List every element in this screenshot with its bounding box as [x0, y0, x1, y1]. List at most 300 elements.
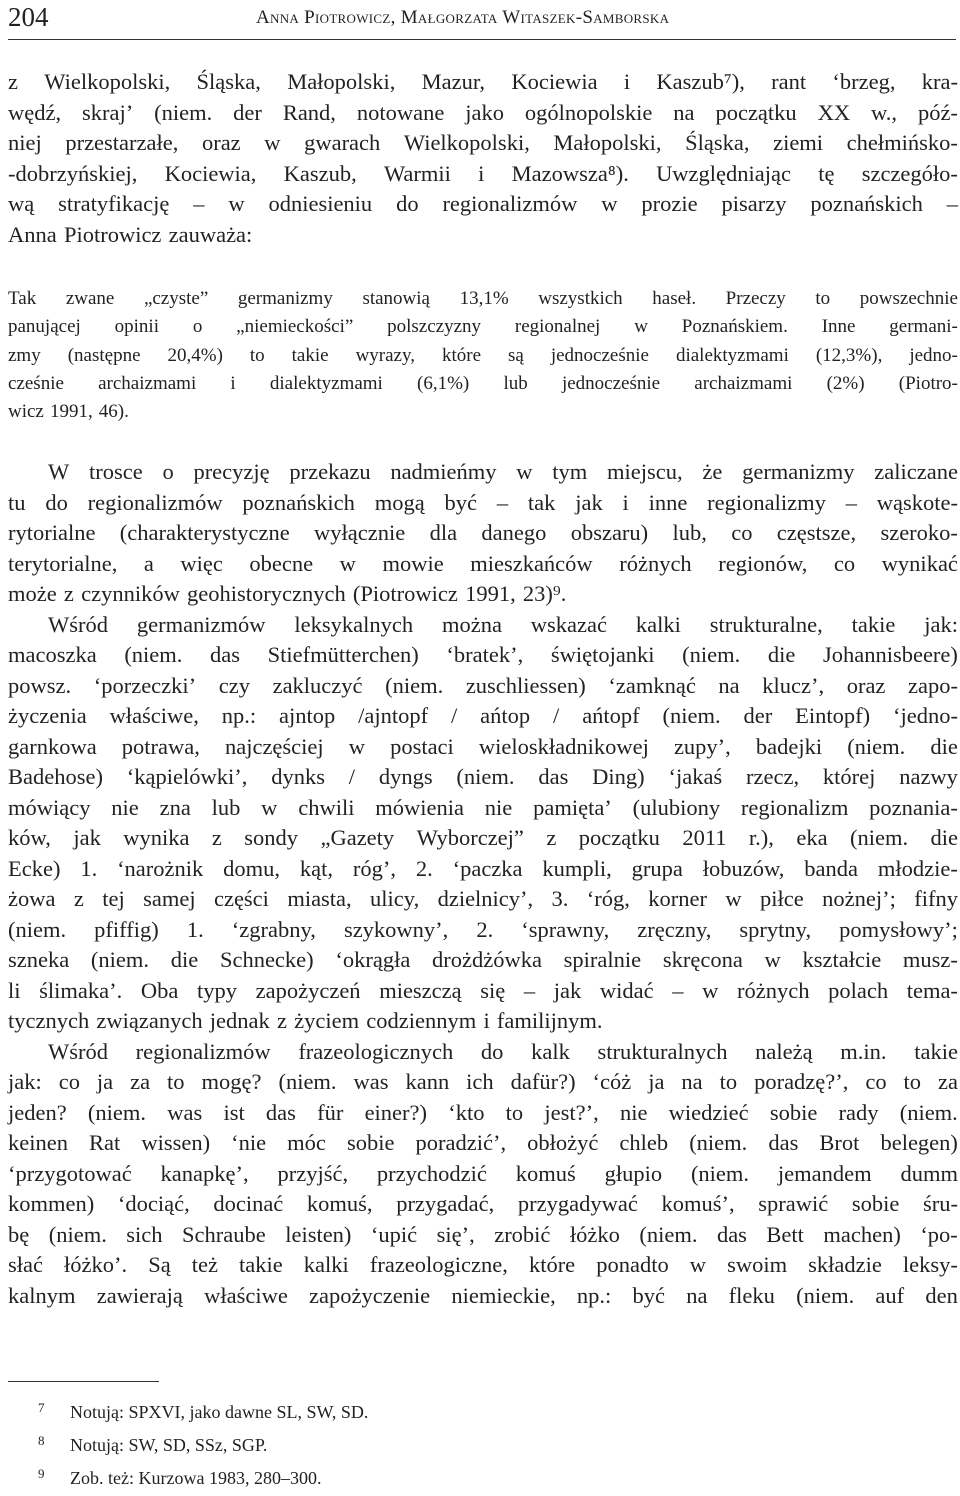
word: nie [111, 794, 139, 820]
word: składzie [808, 1252, 882, 1277]
word: lub, [672, 520, 707, 545]
word: mieszkańców [470, 550, 593, 576]
footnote-number: 8 [38, 1433, 45, 1448]
word: rzecz, [746, 764, 800, 789]
word: (niem. [456, 764, 515, 789]
word: polszczyzny [387, 316, 482, 338]
word: życzenia [8, 703, 87, 728]
word: Stiefmütterchen) [267, 642, 419, 667]
text-line [8, 762, 958, 793]
word: i [622, 489, 629, 515]
footnote-divider [8, 1381, 159, 1382]
word: przyjść, [277, 1160, 349, 1186]
word: a [143, 550, 154, 576]
word: dzielnicy’, [437, 886, 534, 911]
text-line [8, 189, 958, 220]
word: ‘przygotować [8, 1160, 132, 1186]
word: strukturalne, [709, 611, 823, 637]
word: nie [484, 794, 513, 820]
word: ajntop [279, 703, 336, 728]
word: stratyfikację [58, 191, 170, 216]
footnote [8, 1429, 368, 1462]
word: Rat [89, 1130, 121, 1155]
word: Mazur, [421, 69, 486, 94]
word: archaizmami [694, 372, 793, 394]
word: na [686, 1282, 708, 1308]
word: w [348, 733, 365, 759]
word: żowa [8, 886, 56, 911]
text-line [8, 732, 958, 763]
word: zapożyczenie [309, 1282, 431, 1308]
word: życiem [294, 1008, 360, 1033]
word: Oba [140, 977, 179, 1003]
text-line [8, 398, 958, 426]
word: Małopolski, [287, 69, 396, 94]
word: Kaszub⁷), [656, 69, 745, 94]
word: miejscu, [607, 459, 683, 484]
word: regionalnej [514, 316, 601, 338]
word: trosce [88, 459, 143, 484]
word: (następne [67, 344, 141, 366]
text-line [8, 128, 958, 159]
word: poradzę?’, [754, 1069, 849, 1094]
footnote-text: Zob. też: Kurzowa 1983, 280–300. [70, 1468, 322, 1488]
word: kalki [303, 1252, 349, 1277]
word: drożdżówka [432, 947, 542, 972]
word: Poznańskiem. [681, 316, 788, 338]
word: poznańskich [242, 489, 355, 515]
word: takie [239, 1252, 283, 1277]
word: dafür?) [510, 1069, 576, 1094]
word: 2011 [682, 825, 727, 850]
word: łóżko [569, 1221, 620, 1247]
word: jak [73, 825, 101, 850]
word: kalki [635, 611, 681, 637]
text-line [8, 884, 958, 915]
page-number: 204 [8, 2, 49, 32]
word: tycznych [8, 1008, 90, 1033]
word: sich [126, 1221, 163, 1247]
word: (niem. [899, 1099, 958, 1125]
word: wskazać [530, 611, 607, 637]
word: powsz. [8, 672, 72, 698]
word: belegen) [880, 1130, 958, 1155]
word: zaliczane [874, 459, 958, 484]
text-line [8, 1220, 958, 1251]
word: oraz [201, 130, 241, 155]
text-line [8, 370, 958, 398]
word: Wśród [48, 1038, 108, 1064]
word: że [702, 459, 723, 484]
word: w [725, 886, 742, 911]
word: korner [648, 886, 708, 911]
word: zna [159, 794, 191, 820]
word: m.in. [840, 1038, 887, 1064]
word: frazeologicznych [298, 1038, 454, 1064]
word: na [681, 1069, 703, 1094]
word: wieloskładnikowej [478, 733, 649, 759]
word: Ecke) [8, 855, 61, 881]
word: zuschliessen) [465, 672, 586, 698]
word: więc [180, 550, 223, 576]
word: które [442, 344, 482, 366]
word: sprytny, [739, 916, 812, 942]
word: (niem. [124, 642, 183, 667]
word: nożnej’; [822, 886, 896, 911]
text-line [8, 67, 958, 98]
word: móc [287, 1130, 326, 1155]
word: ‘porzeczki’ [93, 672, 197, 698]
word: różnych [737, 977, 810, 1003]
word: sobie [769, 1099, 818, 1125]
word: panującej [8, 316, 81, 338]
word: danego [481, 520, 547, 545]
word: związanych [96, 1008, 203, 1033]
word: Śląska, [685, 130, 750, 155]
word: zawierają [96, 1282, 183, 1308]
word: „Gazety [320, 825, 395, 850]
word: 46). [98, 401, 129, 423]
word: Kociewia [511, 69, 598, 94]
word: nie [619, 1099, 648, 1125]
word: świętojanki [550, 642, 655, 667]
word: mieszczą [379, 977, 462, 1003]
word: / [553, 703, 560, 728]
word: wędź, [8, 99, 62, 125]
word: to [167, 1069, 185, 1094]
text-line [8, 488, 958, 519]
word: (niem. [682, 642, 741, 667]
word: swoim [727, 1252, 788, 1277]
word: ‘jedno- [893, 703, 958, 728]
word: są [508, 344, 524, 366]
word: szczegóło- [861, 160, 958, 186]
word: zakluczyć [272, 672, 363, 698]
word: wą [8, 191, 35, 216]
text-line [8, 1159, 958, 1190]
word: chełmińsko- [846, 130, 958, 155]
word: Śląska, [196, 69, 261, 94]
word: zrobić [494, 1221, 551, 1247]
word: regionalizm [740, 794, 849, 820]
word: fifny [914, 886, 958, 911]
word: precyzję [193, 459, 270, 484]
word: ‘upić [370, 1221, 418, 1247]
text-line [8, 823, 958, 854]
word: kommen) [8, 1191, 95, 1216]
word: cześnie [8, 372, 64, 394]
word: Przeczy [725, 288, 786, 309]
word: docinać [213, 1191, 284, 1216]
word: powszechnie [859, 288, 958, 309]
word: wicz [8, 401, 44, 423]
word: w [601, 191, 618, 216]
word: ulicy, [370, 886, 420, 911]
word: nazwy [899, 764, 958, 789]
word: róg’, [352, 855, 396, 881]
word: kształcie [802, 947, 882, 972]
word: jak: [924, 611, 958, 637]
word: co [731, 520, 753, 545]
word: Wśród [48, 611, 108, 637]
word: ‘dociąć, [117, 1191, 190, 1216]
word: w [516, 459, 533, 484]
word: nadmieńmy [390, 459, 497, 484]
word: das [768, 1130, 799, 1155]
word: (niem. [849, 825, 909, 850]
word: jednak [209, 1008, 270, 1033]
word: – [845, 489, 857, 515]
word: wyłącznie [314, 520, 406, 545]
word: inne [648, 489, 688, 515]
word: ist [223, 1099, 245, 1125]
word: machen) [823, 1221, 901, 1247]
word: germanizmów [136, 611, 266, 637]
text-line [8, 610, 958, 641]
block-quote [8, 285, 958, 426]
word: Są [148, 1252, 171, 1277]
word: ponadto [596, 1252, 669, 1277]
word: przekazu [289, 459, 371, 484]
text-line [8, 159, 958, 190]
word: wynika [123, 825, 190, 850]
word: Wielkopolski, [403, 130, 530, 155]
word: zapo- [908, 672, 958, 698]
word: śru- [922, 1191, 958, 1216]
word: Wielkopolski, [44, 69, 171, 94]
word: ogólnopolskie [524, 99, 653, 125]
text-line [8, 457, 958, 488]
word: w [689, 1252, 707, 1277]
word: takie [851, 611, 896, 637]
word: musz- [902, 947, 958, 972]
word: skręcona [662, 947, 743, 972]
word: r.), [748, 825, 774, 850]
word: „czyste” [143, 288, 209, 309]
word: mogę? [201, 1069, 262, 1094]
text-line [8, 220, 958, 251]
word: kalnym [8, 1282, 76, 1308]
word: regionalizmy [707, 489, 826, 515]
word: częstsze, [776, 520, 857, 545]
word: dumm [900, 1160, 958, 1186]
word: czy [218, 672, 250, 698]
word: 1. [80, 855, 98, 881]
text-line [8, 854, 958, 885]
word: 2. [415, 855, 433, 881]
word: ziemi [773, 130, 824, 155]
word: (charakterystyczne [119, 520, 290, 545]
word: z [546, 825, 557, 850]
word: wyrazy, [355, 344, 416, 366]
word: Eintopf) [795, 703, 871, 728]
word: (2%) [826, 372, 865, 394]
word: das [538, 764, 569, 789]
word: kalk [531, 1038, 570, 1064]
word: ich [466, 1069, 494, 1094]
word: pisarzy [721, 191, 787, 216]
word: 1991, [465, 581, 516, 606]
word: przygadać, [396, 1191, 495, 1216]
word: ślimaka’. [39, 977, 123, 1003]
word: garnkowa [8, 733, 97, 759]
word: najczęściej [224, 733, 324, 759]
word: auf [875, 1282, 905, 1308]
word: frazeologiczne, [369, 1252, 508, 1277]
word: (niem. [847, 733, 906, 759]
word: – [496, 489, 509, 515]
word: przygadywać [517, 1191, 638, 1216]
word: i [483, 1008, 490, 1033]
word: macoszka [8, 642, 97, 667]
word: ‘po- [920, 1221, 958, 1247]
word: póź- [917, 99, 958, 125]
word: wiedzieć [668, 1099, 749, 1125]
word: 20,4%) [167, 344, 223, 366]
word: Piotrowicz [63, 221, 162, 247]
word: /ajntopf [358, 703, 429, 728]
word: czynników [81, 581, 180, 606]
word: kumpli, [542, 855, 612, 881]
word: zauważa: [168, 221, 253, 247]
word: ‘narożnik [117, 855, 204, 881]
word: poznania- [869, 794, 958, 820]
word: różnych [619, 550, 692, 576]
word: die [170, 947, 199, 972]
word: mówiący [8, 794, 91, 820]
word: mówienia [375, 794, 464, 820]
body-paragraphs [8, 457, 958, 1311]
word: za [938, 1069, 958, 1094]
word: jak: [8, 1069, 42, 1094]
word: Schnecke) [219, 947, 314, 972]
word: zwane [65, 288, 115, 309]
word: (niem. [154, 99, 213, 125]
word: tej [102, 886, 125, 911]
word: w [702, 977, 719, 1003]
word: li [8, 977, 21, 1003]
word: ‘róg, [586, 886, 630, 911]
word: widać [599, 977, 654, 1003]
word: tema- [906, 977, 958, 1003]
word: tym [552, 459, 588, 484]
word: keinen [8, 1130, 68, 1155]
word: jak [553, 977, 582, 1003]
word: kann [405, 1069, 450, 1094]
text-line [8, 640, 958, 671]
word: w [764, 947, 781, 972]
word: sprawić [758, 1191, 829, 1216]
text-line [8, 1098, 958, 1129]
word: za [130, 1069, 151, 1094]
word: łobuzów, [702, 855, 785, 881]
word: (ulubiony [632, 794, 721, 820]
word: regionalizmów [135, 1038, 271, 1064]
word: (niem. [87, 1099, 147, 1125]
word: fleku [728, 1282, 775, 1308]
word: też [191, 1252, 218, 1277]
word: 1991, [49, 401, 93, 423]
word: (niem. [8, 916, 67, 942]
word: szykowny’, [343, 916, 449, 942]
word: samej [143, 886, 196, 911]
word: głupio [604, 1160, 663, 1186]
word: co [865, 1069, 887, 1094]
text-line [8, 1128, 958, 1159]
word: co [833, 550, 856, 576]
word: początku [715, 99, 797, 125]
word: notowane [356, 99, 445, 125]
word: ja [96, 1069, 114, 1094]
word: i [230, 372, 236, 394]
word: należą [755, 1038, 813, 1064]
word: ‘brzeg, [832, 69, 896, 94]
word: lub [211, 794, 241, 820]
word: z [276, 1008, 287, 1033]
word: obecne [249, 550, 314, 576]
text-line [8, 701, 958, 732]
word: wąskote- [876, 489, 958, 515]
footnote-text: Notują: SPXVI, jako dawne SL, SW, SD. [70, 1402, 369, 1422]
word: niej [8, 130, 42, 155]
word: codziennym [366, 1008, 477, 1033]
word: das [210, 642, 241, 667]
word: der [233, 99, 262, 125]
word: komuś [515, 1160, 576, 1186]
page-header [0, 0, 960, 36]
word: i [623, 69, 631, 94]
word: Uwzględniając [656, 160, 791, 186]
word: regionów, [718, 550, 808, 576]
word: ‘sprawny, [521, 916, 610, 942]
word: germanizmy [237, 288, 333, 309]
word: (niem. [662, 703, 721, 728]
word: (Piotro- [898, 372, 958, 394]
word: (niem. [689, 1130, 748, 1155]
word: pomysłowy’; [839, 916, 958, 942]
word: i [478, 160, 485, 186]
word: np.: [221, 703, 257, 728]
word: jak [575, 489, 603, 515]
word: takie [291, 344, 329, 366]
word: wszystkich [538, 288, 623, 309]
word: dynks [271, 764, 325, 789]
word: dialektyzmami [269, 372, 383, 394]
word: -dobrzyńskiej, [8, 160, 138, 186]
word: się [480, 977, 506, 1003]
word: szneka [8, 947, 70, 972]
word: Ding) [592, 764, 645, 789]
word: banda [804, 855, 858, 881]
word: typy [197, 977, 238, 1003]
word: słać [8, 1252, 43, 1277]
word: (niem. [796, 1282, 855, 1308]
word: niemieckie, [451, 1282, 556, 1308]
word: w., [870, 99, 898, 125]
word: (Piotrowicz [352, 581, 458, 606]
word: może [8, 581, 57, 606]
word: mowie [382, 550, 444, 576]
word: (niem. [278, 1069, 337, 1094]
word: was [353, 1069, 389, 1094]
text-line [8, 549, 958, 580]
word: dla [429, 520, 458, 545]
word: zapożyczeń [255, 977, 361, 1003]
word: gwarach [304, 130, 381, 155]
word: rytorialne [8, 520, 96, 545]
word: komuś, [306, 1191, 373, 1216]
text-line [8, 915, 958, 946]
